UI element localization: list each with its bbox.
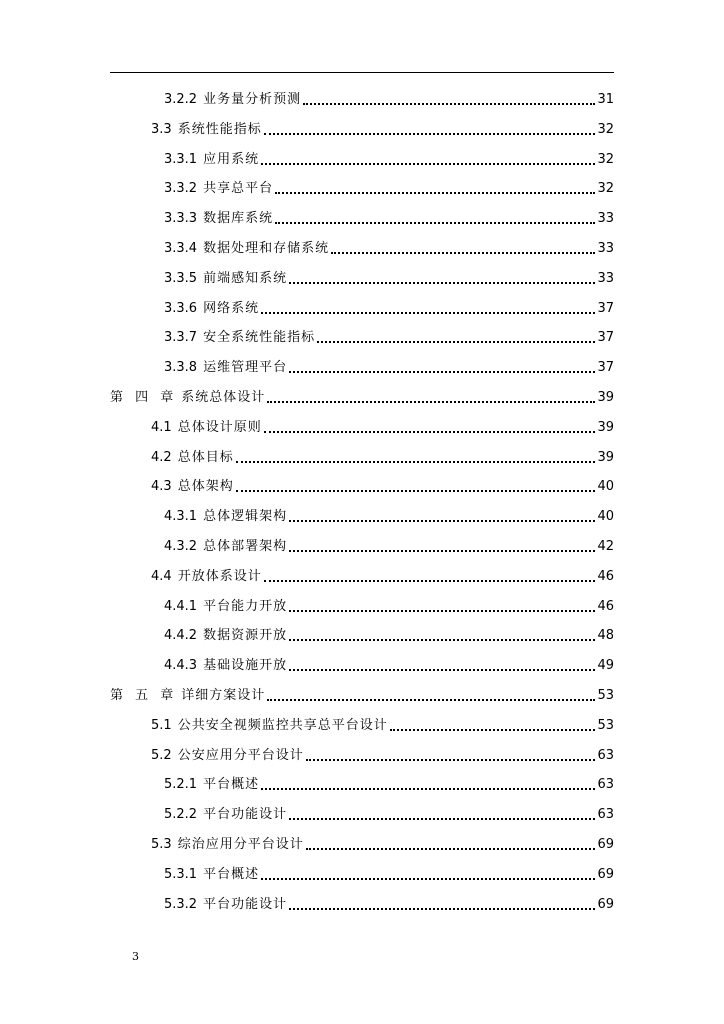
toc-entry[interactable] [164, 803, 614, 823]
toc-entry-page: 53 [597, 688, 614, 703]
toc-entry-page: 32 [597, 152, 614, 167]
toc-entry-title: 开放体系设计 [177, 569, 262, 584]
page-number: 3 [132, 950, 139, 963]
toc-dot-leader [261, 312, 595, 314]
toc-entry-title: 运维管理平台 [203, 360, 288, 375]
toc-entry-number: 5.1 [151, 718, 172, 733]
toc-entry-page: 32 [597, 181, 614, 196]
toc-dot-leader [289, 908, 595, 910]
toc-dot-leader [289, 520, 595, 522]
toc-dot-leader [289, 669, 595, 671]
toc-dot-leader [306, 848, 596, 850]
toc-entry-title: 业务量分析预测 [203, 92, 302, 107]
toc-entry[interactable] [164, 356, 614, 376]
toc-entry-page: 63 [597, 777, 614, 792]
toc-entry-page: 53 [597, 718, 614, 733]
toc-entry-title: 基础设施开放 [203, 658, 288, 673]
toc-entry[interactable] [164, 326, 614, 346]
toc-entry-number: 3.3.8 [164, 360, 198, 375]
toc-entry-number: 4.4.3 [164, 658, 198, 673]
toc-entry-number: 4.3.1 [164, 509, 198, 524]
toc-dot-leader [264, 133, 596, 135]
toc-entry[interactable] [164, 893, 614, 913]
toc-entry-title: 共享总平台 [203, 181, 274, 196]
toc-dot-leader [289, 550, 595, 552]
toc-entry[interactable] [164, 773, 614, 793]
toc-entry-page: 40 [597, 509, 614, 524]
toc-entry[interactable] [164, 535, 614, 555]
toc-entry-number: 4.4.2 [164, 628, 198, 643]
toc-entry-number: 4.4.1 [164, 599, 198, 614]
toc-entry-title: 数据库系统 [203, 211, 274, 226]
toc-entry-title: 总体部署架构 [203, 539, 288, 554]
toc-entry-page: 49 [597, 658, 614, 673]
toc-entry-number: 4.4 [151, 569, 172, 584]
toc-entry-page: 46 [597, 599, 614, 614]
toc-dot-leader [289, 371, 595, 373]
toc-entry-number: 5.3.2 [164, 897, 198, 912]
toc-entry[interactable] [164, 177, 614, 197]
toc-dot-leader [390, 729, 596, 731]
toc-entry-number: 3.2.2 [164, 92, 198, 107]
header-rule [110, 72, 614, 73]
toc-entry-title: 网络系统 [203, 301, 260, 316]
toc-entry[interactable] [164, 505, 614, 525]
toc-entry-page: 69 [597, 837, 614, 852]
toc-entry-number: 4.3 [151, 479, 172, 494]
toc-entry-page: 33 [597, 241, 614, 256]
toc-dot-leader [303, 103, 595, 105]
toc-entry[interactable] [164, 88, 614, 108]
toc-entry[interactable] [164, 297, 614, 317]
toc-entry-title: 平台概述 [203, 867, 260, 882]
toc-entry-title: 系统总体设计 [181, 390, 266, 405]
toc-entry[interactable] [151, 475, 614, 495]
toc-dot-leader [275, 222, 595, 224]
toc-entry-page: 39 [597, 420, 614, 435]
toc-entry-page: 40 [597, 479, 614, 494]
toc-entry[interactable] [151, 714, 614, 734]
toc-entry-number: 5.2.2 [164, 807, 198, 822]
toc-entry-number: 5.2 [151, 748, 172, 763]
toc-entry-number: 5.3 [151, 837, 172, 852]
toc-entry-page: 69 [597, 867, 614, 882]
toc-entry-number: 4.3.2 [164, 539, 198, 554]
toc-entry-title: 公安应用分平台设计 [177, 748, 304, 763]
toc-entry-number: 3.3.7 [164, 330, 198, 345]
toc-entry-page: 37 [597, 330, 614, 345]
toc-entry-title: 平台功能设计 [203, 897, 288, 912]
toc-entry[interactable] [164, 148, 614, 168]
toc-entry[interactable] [151, 744, 614, 764]
toc-entry-page: 32 [597, 122, 614, 137]
toc-entry-number: 4.2 [151, 450, 172, 465]
toc-entry[interactable] [151, 565, 614, 585]
toc-entry[interactable] [164, 863, 614, 883]
toc-entry-number: 3.3 [151, 122, 172, 137]
toc-entry[interactable] [164, 595, 614, 615]
toc-entry-page: 63 [597, 807, 614, 822]
toc-entry-number: 3.3.6 [164, 301, 198, 316]
toc-entry[interactable] [164, 624, 614, 644]
toc-dot-leader [264, 431, 596, 433]
toc-entry[interactable] [164, 207, 614, 227]
toc-entry-title: 应用系统 [203, 152, 260, 167]
toc-dot-leader [261, 878, 595, 880]
toc-entry-number: 3.3.3 [164, 211, 198, 226]
toc-dot-leader [317, 341, 595, 343]
toc-dot-leader [331, 252, 595, 254]
toc-dot-leader [289, 639, 595, 641]
toc-entry-page: 42 [597, 539, 614, 554]
toc-entry-page: 37 [597, 301, 614, 316]
toc-entry-number: 3.3.2 [164, 181, 198, 196]
toc-entry-page: 39 [597, 450, 614, 465]
toc-dot-leader [267, 699, 595, 701]
toc-dot-leader [289, 818, 595, 820]
toc-entry-number: 第 五 章 [110, 688, 178, 703]
toc-dot-leader [267, 401, 595, 403]
toc-dot-leader [236, 490, 596, 492]
toc-entry-page: 39 [597, 390, 614, 405]
toc-dot-leader [261, 788, 595, 790]
toc-entry-page: 31 [597, 92, 614, 107]
toc-entry-title: 平台能力开放 [203, 599, 288, 614]
toc-entry-number: 第 四 章 [110, 390, 178, 405]
toc-entry-title: 数据处理和存储系统 [203, 241, 330, 256]
toc-entry-number: 3.3.5 [164, 271, 198, 286]
toc-entry[interactable] [151, 833, 614, 853]
toc-entry-page: 63 [597, 748, 614, 763]
toc-dot-leader [306, 759, 596, 761]
toc-entry-title: 总体目标 [177, 450, 234, 465]
toc-entry[interactable] [164, 237, 614, 257]
toc-dot-leader [264, 580, 596, 582]
toc-entry-page: 48 [597, 628, 614, 643]
toc-dot-leader [236, 461, 596, 463]
toc-entry-title: 数据资源开放 [203, 628, 288, 643]
toc-entry-page: 37 [597, 360, 614, 375]
toc-entry-title: 详细方案设计 [181, 688, 266, 703]
toc-entry-page: 46 [597, 569, 614, 584]
toc-entry[interactable] [151, 446, 614, 466]
toc-dot-leader [261, 163, 595, 165]
toc-entry[interactable] [151, 416, 614, 436]
toc-entry-title: 总体逻辑架构 [203, 509, 288, 524]
toc-entry[interactable] [164, 267, 614, 287]
toc-entry-title: 总体设计原则 [177, 420, 262, 435]
toc-entry[interactable] [164, 654, 614, 674]
toc-entry-title: 总体架构 [177, 479, 234, 494]
toc-entry-number: 3.3.4 [164, 241, 198, 256]
toc-entry-number: 5.2.1 [164, 777, 198, 792]
toc-entry-page: 33 [597, 211, 614, 226]
toc-entry-page: 33 [597, 271, 614, 286]
toc-entry-page: 69 [597, 897, 614, 912]
toc-entry-number: 3.3.1 [164, 152, 198, 167]
toc-entry-title: 综治应用分平台设计 [177, 837, 304, 852]
toc-dot-leader [289, 610, 595, 612]
toc-entry-title: 前端感知系统 [203, 271, 288, 286]
toc-entry-title: 公共安全视频监控共享总平台设计 [177, 718, 388, 733]
toc-entry-number: 5.3.1 [164, 867, 198, 882]
toc-entry[interactable] [151, 118, 614, 138]
toc-entry-title: 安全系统性能指标 [203, 330, 316, 345]
toc-entry-number: 4.1 [151, 420, 172, 435]
toc-entry-title: 平台功能设计 [203, 807, 288, 822]
toc-chapter-entry[interactable] [110, 684, 614, 704]
toc-entry-title: 系统性能指标 [177, 122, 262, 137]
toc-dot-leader [289, 282, 595, 284]
toc-dot-leader [275, 192, 595, 194]
toc-chapter-entry[interactable] [110, 386, 614, 406]
toc-entry-title: 平台概述 [203, 777, 260, 792]
